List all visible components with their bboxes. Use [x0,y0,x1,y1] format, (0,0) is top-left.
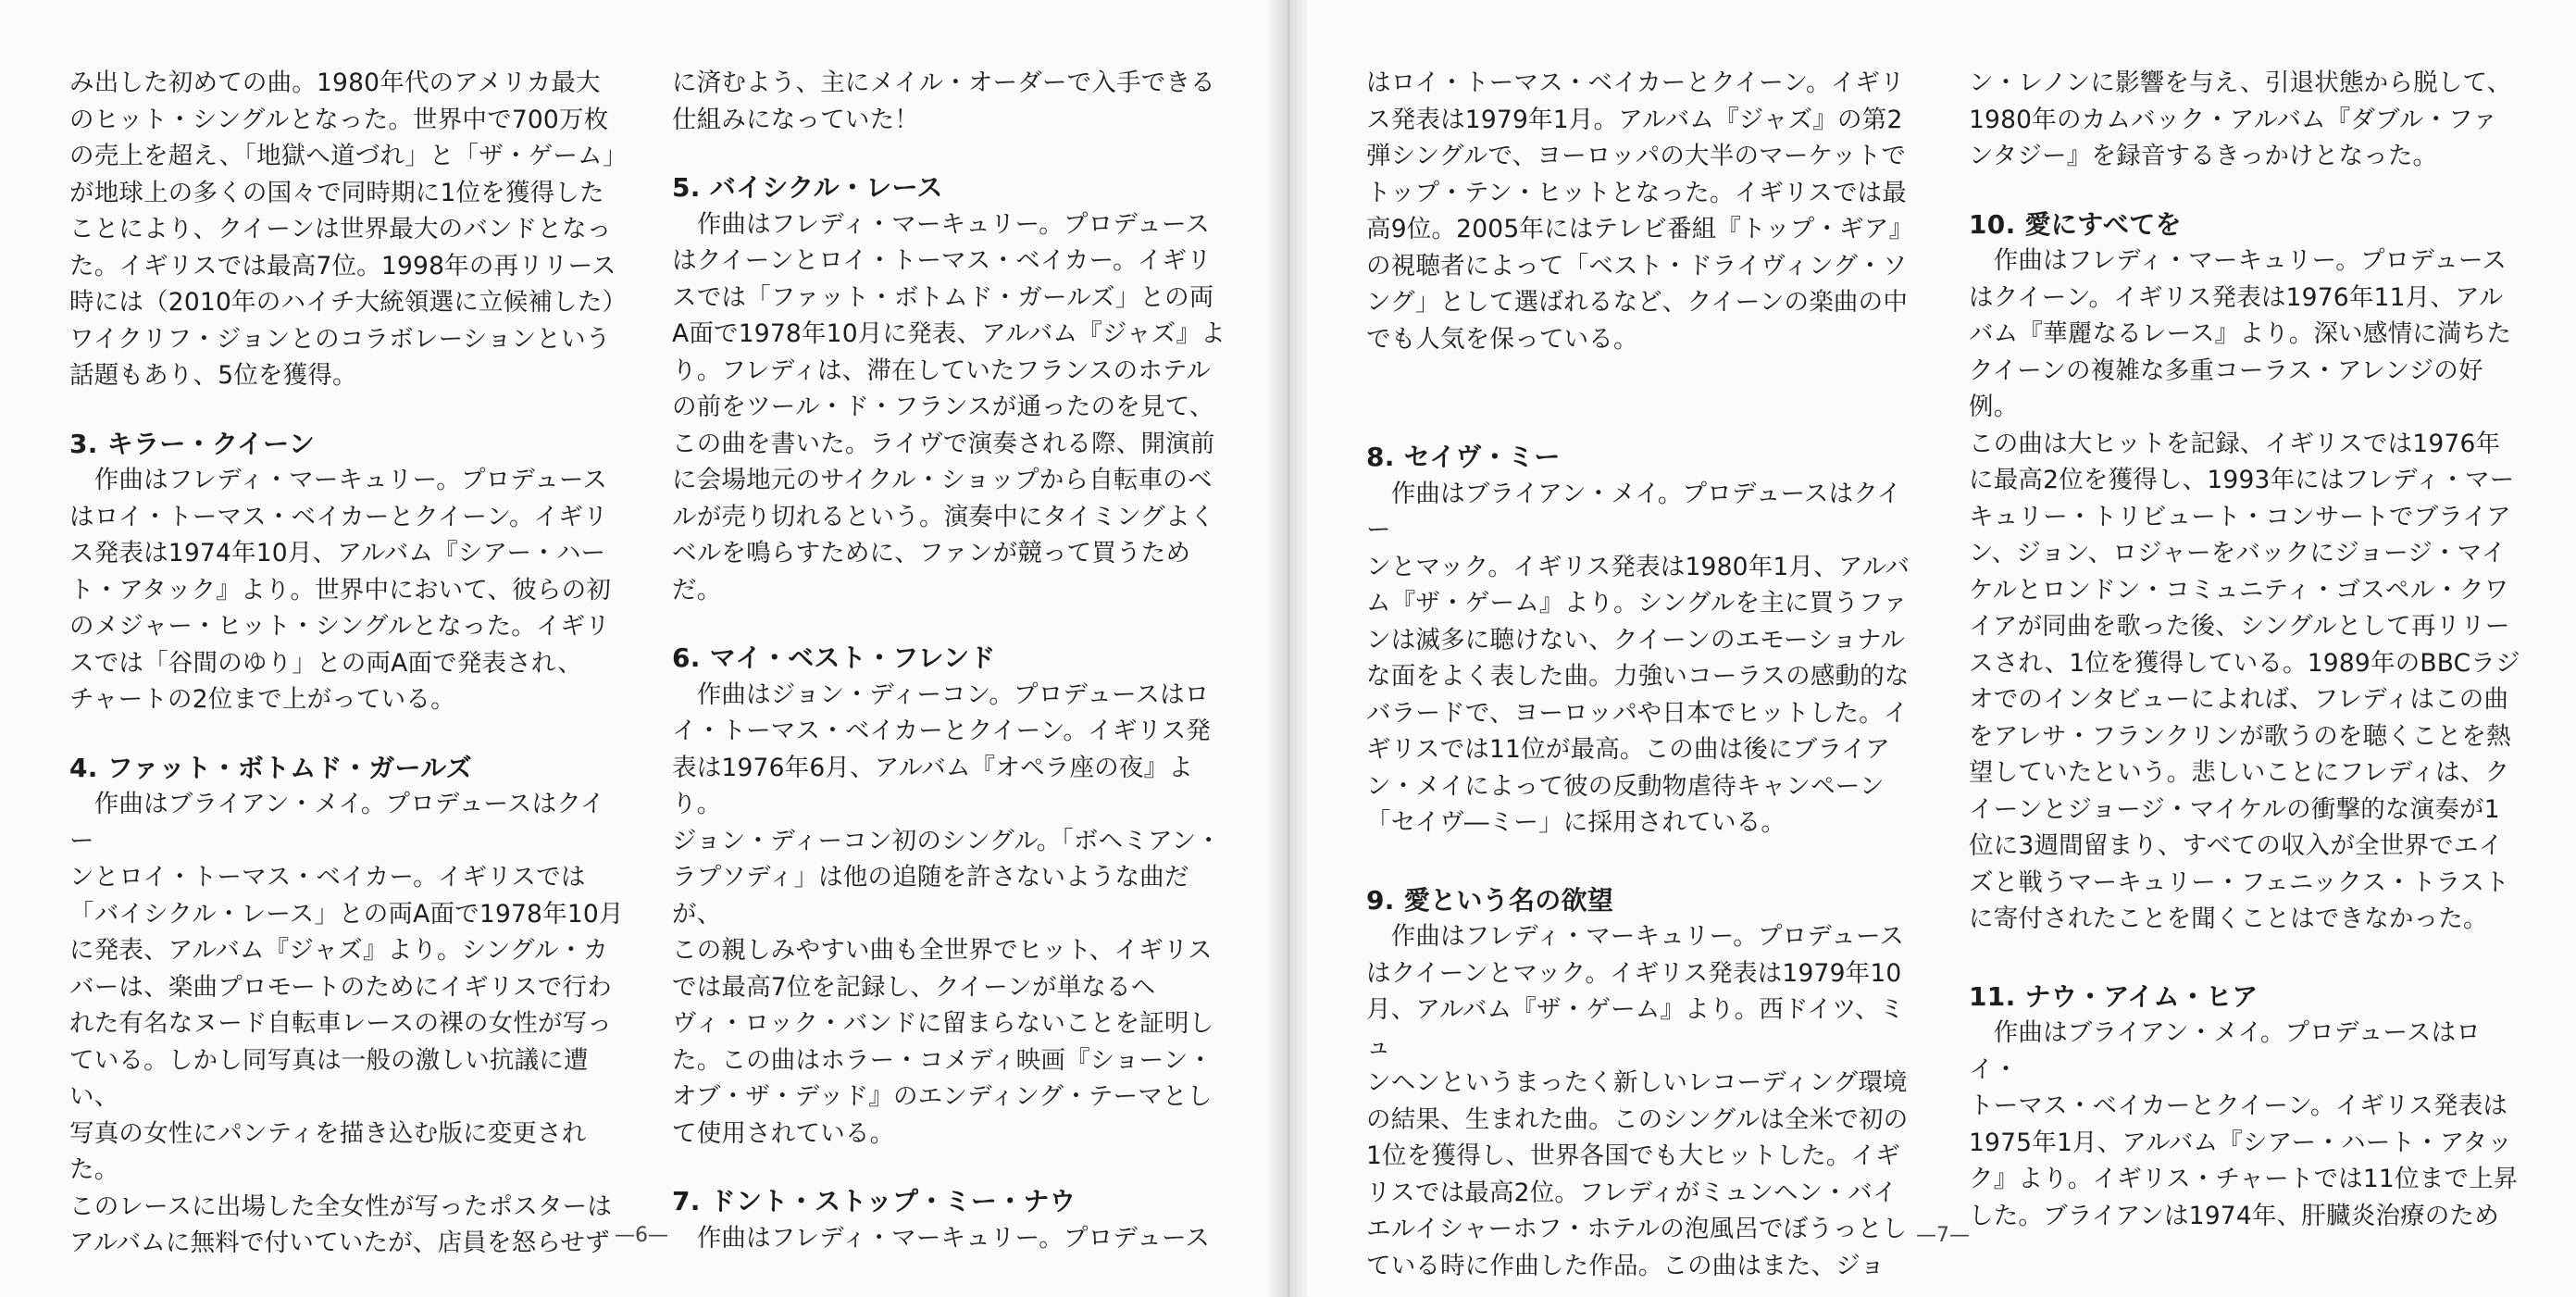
section-7-body [672,1220,1227,1257]
text-line: A面で1978年10月に発表、アルバム『ジャズ』よ [672,319,1226,348]
text-line: イアが同曲を歌った後、シングルとして再リリー [1969,612,2510,641]
text-line: ワイクリフ・ジョンとのコラボレーションという [69,324,611,354]
text-line: 話題もあり、5位を獲得。 [69,361,357,390]
text-line: 高9位。2005年にはテレビ番組『トップ・ギア』 [1366,215,1914,243]
text-line: 1975年1月、アルバム『シアー・ハート・アタッ [1969,1128,2513,1157]
text-line: 作曲はフレディ・マーキュリー。プロデュース [69,466,608,494]
text-line: ト・アタック』より。世界中において、彼らの初 [69,575,612,605]
heading-somebody-to-love: 10. 愛にすべてを [1969,208,2182,240]
text-line: に済むよう、主にメイル・オーダーで入手できる [672,69,1215,97]
text-line: ギリスでは11位が最高。この曲は後にブライア [1366,735,1890,764]
text-line: ルが売り切れるという。演奏中にタイミングよく [672,502,1215,531]
text-line: 作曲はブライアン・メイ。プロデュースはクイー [69,790,605,855]
section-11-body [1969,1015,2524,1234]
text-line: ジョン・ディーコン初のシングル。「ボヘミアン・ [672,826,1222,855]
col2-intro [672,65,1227,138]
text-line: が地球上の多くの国々で同時期に1位を獲得した [69,178,604,207]
column-2 [672,65,1227,1256]
text-line: ング」として選ばれるなど、クイーンの楽曲の中 [1366,288,1909,317]
heading-now-im-here: 11. ナウ・アイム・ヒア [1969,980,2259,1012]
text-line: て使用されている。 [672,1118,895,1148]
text-line: れた有名なヌード自転車レースの裸の女性が写っ [69,1009,613,1038]
text-line: では最高7位を記録し、クイーンが単なるヘ [672,972,1156,1002]
text-line: 「バイシクル・レース」との両A面で1978年10月 [69,899,624,929]
heading-my-best-friend: 6. マイ・ベスト・フレンド [672,642,996,673]
text-line: オブ・ザ・デッド』のエンディング・テーマとし [672,1082,1213,1111]
text-line: スでは「ファット・ボトムド・ガールズ」との両 [672,282,1214,312]
text-line: はロイ・トーマス・ベイカーとクイーン。イギリ [1366,69,1905,97]
text-line: 写真の女性にパンティを描き込む版に変更された。 [69,1118,587,1184]
text-line: ンヘンというまったく新しいレコーディング環境 [1366,1068,1908,1097]
text-line: エルイシャーホフ・ホテルの泡風呂でぼうっとし [1366,1215,1908,1243]
text-line: 1位を獲得し、世界各国でも大ヒットした。イギ [1366,1141,1900,1170]
text-line: ズと戦うマーキュリー・フェニックス・トラスト [1969,867,2509,897]
text-line: ン、ジョン、ロジャーをバックにジョージ・マイ [1969,539,2507,567]
text-line: トップ・テン・ヒットとなった。イギリスでは最 [1366,178,1907,207]
text-line: た。イギリスでは最高7位。1998年の再リリース [69,251,616,281]
text-line: 作曲はフレディ・マーキュリー。プロデュース [1366,922,1905,951]
text-line: アルバムに無料で付いていたが、店員を怒らせず [69,1228,610,1257]
text-line: ン・レノンに影響を与え、引退状態から脱して、 [1969,69,2512,97]
text-line: オでのインタビューによれば、フレディはこの曲 [1969,685,2509,714]
text-line: スでは「谷間のゆり」との両A面で発表され、 [69,648,582,678]
text-line: の結果、生まれた曲。このシングルは全米で初の [1366,1104,1909,1134]
text-line: 弾シングルで、ヨーロッパの大半のマーケットで [1366,142,1907,170]
text-line: 作曲はフレディ・マーキュリー。プロデュース [1969,246,2508,275]
heading-fat-bottomed-girls: 4. ファット・ボトムド・ガールズ [69,752,473,783]
text-line: ス発表は1974年10月、アルバム『シアー・ハー [69,539,606,567]
text-line: ことにより、クイーンは世界最大のバンドとなっ [69,215,612,243]
text-line: に発表、アルバム『ジャズ』より。シングル・カ [69,936,608,965]
section-9-body [1366,918,1922,1284]
text-line: はロイ・トーマス・ベイカーとクイーン。イギリ [69,502,608,531]
text-line: この曲は大ヒットを記録、イギリスでは1976年 [1969,429,2501,458]
heading-killer-queen: 3. キラー・クイーン [69,428,316,459]
text-line: イーンとジョージ・マイケルの衝撃的な演奏が1 [1969,794,2500,824]
column-4 [1969,65,2524,1234]
text-line: はクイーンとロイ・トーマス・ベイカー。イギリ [672,246,1212,275]
text-line: 望していたという。悲しいことにフレディは、ク [1969,758,2510,787]
text-line: り。フレディは、滞在していたフランスのホテル [672,355,1212,385]
text-line: 月、アルバム『ザ・ゲーム』より。西ドイツ、ミュ [1366,995,1905,1061]
text-line: に寄付されたことを聞くことはできなかった。 [1969,904,2488,933]
text-line: ク』より。イギリス・チャートでは11位まで上昇 [1969,1165,2519,1193]
column-1 [69,65,628,1262]
text-line: 表は1976年6月、アルバム『オペラ座の夜』より。 [672,753,1193,818]
section-4-body [69,786,625,1262]
text-line: のメジャー・ヒット・シングルとなった。イギリ [69,612,611,641]
text-line: ン・メイによって彼の反動物虐待キャンペーン [1366,771,1885,801]
text-line: した。ブライアンは1974年、肝臓炎治療のため [1969,1201,2499,1230]
text-line: リスでは最高2位。フレディがミュンヘン・バイ [1366,1178,1898,1207]
text-line: み出した初めての曲。1980年代のアメリカ最大 [69,69,601,97]
text-line: 「セイヴ―ミー」に採用されている。 [1366,808,1786,837]
text-line: 作曲はフレディ・マーキュリー。プロデュース [672,209,1211,239]
text-line: このレースに出場した全女性が写ったポスターは [69,1191,613,1221]
text-line: ている時に作曲した作品。この曲はまた、ジョ [1366,1251,1885,1280]
col4-intro [1969,65,2524,175]
heading-save-me: 8. セイヴ・ミー [1366,442,1561,472]
text-line: バム『華麗なるレース』より。深い感情に満ちた [1969,319,2512,348]
text-line: 作曲はジョン・ディーコン。プロデュースはロ [672,680,1210,709]
col1-intro [69,65,628,394]
text-line: バラードで、ヨーロッパや日本でヒットした。イ [1366,698,1909,728]
page-number-right: —7— [1916,1224,1970,1247]
book-gutter [1270,0,1307,1297]
text-line: の前をツール・ド・フランスが通ったのを見て、 [672,393,1214,421]
heading-bicycle-race: 5. バイシクル・レース [672,172,943,203]
text-line: をアレサ・フランクリンが歌うのを聴くことを熱 [1969,721,2511,751]
section-8-body [1366,476,1922,842]
section-5-body [672,206,1227,609]
page-number-left: —6— [615,1224,668,1247]
text-line: ム『ザ・ゲーム』より。シングルを主に買うファ [1366,589,1908,617]
text-line: ンは滅多に聴けない、クイーンのエモーショナル [1366,625,1906,655]
text-line: ンとロイ・トーマス・ベイカー。イギリスでは [69,863,586,892]
text-line: スされ、1位を獲得している。1989年のBBCラジ [1969,648,2520,678]
section-3-body [69,462,625,718]
text-line: 作曲はブライアン・メイ。プロデュースはロイ・ [1969,1018,2482,1084]
text-line: バーは、楽曲プロモートのためにイギリスで行わ [69,972,612,1002]
text-line: キュリー・トリビュート・コンサートでブライア [1969,502,2511,531]
text-line: クイーンの複雑な多重コーラス・アレンジの好例。 [1969,355,2483,421]
heading-crazy-little-thing: 9. 愛という名の欲望 [1366,884,1614,916]
text-line: トーマス・ベイカーとクイーン。イギリス発表は [1969,1091,2508,1120]
text-line: イ・トーマス・ベイカーとクイーン。イギリス発 [672,717,1212,745]
text-line: ベルを鳴らすために、ファンが競って買うためだ。 [672,539,1191,605]
text-line: 1980年のカムバック・アルバム『ダブル・ファ [1969,105,2498,134]
text-line: 時には（2010年のハイチ大統領選に立候補した） [69,288,628,317]
text-line: ス発表は1979年1月。アルバム『ジャズ』の第2 [1366,105,1903,134]
text-line: のヒット・シングルとなった。世界中で700万枚 [69,105,609,134]
column-3 [1366,65,1922,1284]
text-line: に最高2位を獲得し、1993年にはフレディ・マー [1969,466,2515,494]
text-line: ラプソディ」は他の追随を許さないような曲だが、 [672,863,1189,929]
text-line: チャートの2位まで上がっている。 [69,685,455,714]
text-line: た。この曲はホラー・コメディ映画『ショーン・ [672,1045,1213,1075]
text-line: ケルとロンドン・コミュニティ・ゴスペル・クワ [1969,575,2509,605]
text-line: ている。しかし同写真は一般の激しい抗議に遭い、 [69,1045,589,1111]
text-line: 仕組みになっていた！ [672,105,919,134]
text-line: ンとマック。イギリス発表は1980年1月、アルバ [1366,552,1910,581]
text-line: この親しみやすい曲も全世界でヒット、イギリス [672,936,1213,965]
text-line: な面をよく表した曲。力強いコーラスの感動的な [1366,662,1910,691]
text-line: ンタジー』を録音するきっかけとなった。 [1969,142,2438,170]
text-line: 位に3週間留まり、すべての収入が全世界でエイ [1969,831,2504,860]
text-line: 作曲はブライアン・メイ。プロデュースはクイー [1366,479,1902,544]
section-10-body [1969,243,2524,938]
text-line: ヴィ・ロック・バンドに留まらないことを証明し [672,1009,1214,1038]
text-line: の視聴者によって「ベスト・ドライヴィング・ソ [1366,251,1908,281]
col3-intro [1366,65,1922,357]
text-line: はクイーンとマック。イギリス発表は1979年10 [1366,958,1902,988]
text-line: この曲を書いた。ライヴで演奏される際、開演前 [672,429,1215,458]
text-line: でも人気を保っている。 [1366,324,1638,354]
right-page [1288,0,2576,1297]
text-line: はクイーン。イギリス発表は1976年11月、アル [1969,282,2504,312]
text-line: に会場地元のサイクル・ショップから自転車のベ [672,466,1213,494]
heading-dont-stop-me-now: 7. ドント・ストップ・ミー・ナウ [672,1186,1076,1216]
text-line: 作曲はフレディ・マーキュリー。プロデュース [672,1223,1211,1253]
text-line: の売上を超え、「地獄へ道づれ」と「ザ・ゲーム」 [69,142,628,170]
section-6-body [672,677,1227,1153]
